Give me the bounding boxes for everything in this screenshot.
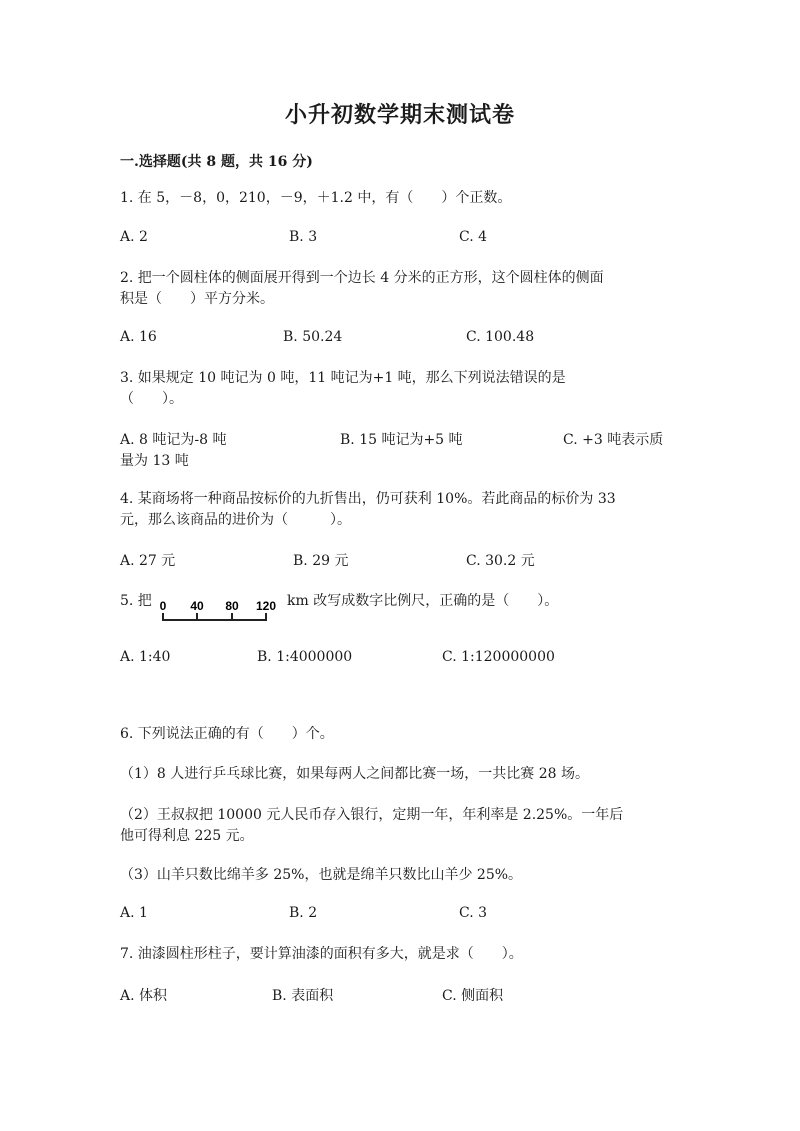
question-5-option-b: B. 1:4000000 [257,649,353,665]
page-title: 小升初数学期末测试卷 [284,102,515,128]
question-3-option-a: A. 8 吨记为-8 吨 [120,432,227,448]
question-2-option-a: A. 16 [120,329,157,345]
question-6-statement-1: （1）8 人进行乒乓球比赛，如果每两人之间都比赛一场，一共比赛 28 场。 [120,766,589,782]
question-6-option-b: B. 2 [289,905,318,921]
question-7-option-a: A. 体积 [120,988,168,1004]
question-3-option-c-continued: 量为 13 吨 [120,453,189,469]
question-4-line-2: 元，那么该商品的进价为（ ）。 [120,512,351,528]
question-3-option-c: C. +3 吨表示质 [563,432,664,448]
question-7-option-b: B. 表面积 [272,988,334,1004]
scale-label-120: 120 [255,599,277,613]
section-heading: 一.选择题(共 8 题，共 16 分) [120,154,313,170]
question-3-option-b: B. 15 吨记为+5 吨 [340,432,463,448]
question-4-option-a: A. 27 元 [120,553,176,569]
question-3-line-2: （ ）。 [120,391,183,407]
question-6-option-a: A. 1 [120,905,148,921]
question-1-option-b: B. 3 [289,229,318,245]
question-4-option-c: C. 30.2 元 [466,553,535,569]
question-2-option-b: B. 50.24 [283,329,343,345]
question-1-option-c: C. 4 [459,229,488,245]
scale-label-0: 0 [159,599,167,613]
question-5-option-a: A. 1:40 [120,649,171,665]
question-2-option-c: C. 100.48 [466,329,535,345]
question-7-option-c: C. 侧面积 [442,988,504,1004]
question-2-line-2: 积是（ ）平方分米。 [120,291,274,307]
question-6-statement-3: （3）山羊只数比绵羊多 25%，也就是绵羊只数比山羊少 25%。 [120,867,523,883]
question-2-line-1: 2. 把一个圆柱体的侧面展开得到一个边长 4 分米的正方形，这个圆柱体的侧面 [120,270,604,286]
question-3-line-1: 3. 如果规定 10 吨记为 0 吨，11 吨记为+1 吨，那么下列说法错误的是 [120,370,566,386]
question-5-option-c: C. 1:120000000 [442,649,555,665]
question-5-prefix: 5. 把 [120,593,152,609]
scale-label-40: 40 [190,599,204,613]
question-6-statement-2-line-2: 他可得利息 225 元。 [120,828,254,844]
question-4-line-1: 4. 某商场将一种商品按标价的九折售出，仍可获利 10%。若此商品的标价为 33 [120,491,616,507]
question-1-option-a: A. 2 [120,229,148,245]
question-6-statement-2-line-1: （2）王叔叔把 10000 元人民币存入银行，定期一年，年利率是 2.25%。一年后 [120,807,624,823]
question-7-text: 7. 油漆圆柱形柱子，要计算油漆的面积有多大，就是求（ ）。 [120,946,523,962]
line-scale-figure [155,596,285,628]
question-1-text: 1. 在 5，－8，0，210，－9，＋1.2 中，有（ ）个正数。 [120,190,512,206]
question-6-option-c: C. 3 [459,905,488,921]
scale-label-80: 80 [225,599,239,613]
question-6-text: 6. 下列说法正确的有（ ）个。 [120,726,334,742]
question-5-suffix: km 改写成数字比例尺，正确的是（ ）。 [287,593,559,609]
question-4-option-b: B. 29 元 [293,553,349,569]
